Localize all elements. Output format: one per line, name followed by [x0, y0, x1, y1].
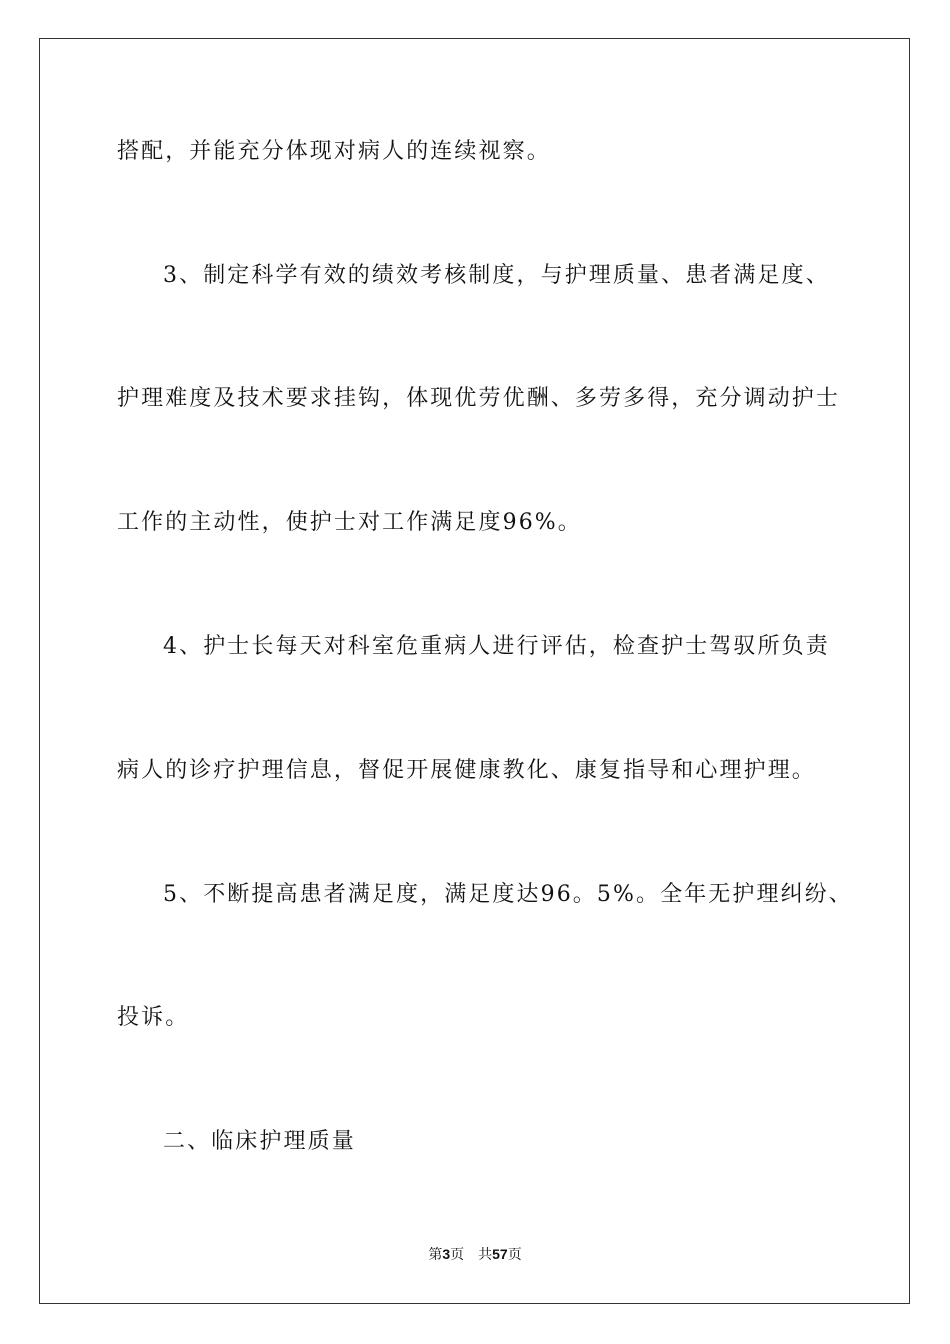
footer-page-prefix: 第	[428, 1247, 443, 1263]
page-footer	[0, 1244, 950, 1265]
page-frame	[39, 38, 910, 1304]
paragraph-line-6: 病人的诊疗护理信息，督促开展健康教化、康复指导和心理护理。	[117, 758, 816, 783]
section-heading: 二、临床护理质量	[163, 1129, 356, 1154]
footer-total-suffix: 页	[507, 1247, 522, 1263]
paragraph-line-5: 4、护士长每天对科室危重病人进行评估，检查护士驾驭所负责	[163, 634, 830, 659]
paragraph-line-7: 5、不断提高患者满足度，满足度达96。5%。全年无护理纠纷、	[163, 882, 853, 907]
footer-total-pages: 57	[492, 1246, 508, 1262]
paragraph-line-1: 搭配，并能充分体现对病人的连续视察。	[117, 139, 551, 164]
paragraph-line-3: 护理难度及技术要求挂钩，体现优劳优酬、多劳多得，充分调动护士	[117, 386, 841, 411]
paragraph-line-2: 3、制定科学有效的绩效考核制度，与护理质量、患者满足度、	[163, 263, 830, 288]
footer-page-suffix: 页	[450, 1247, 465, 1263]
footer-page-number: 3	[442, 1246, 451, 1262]
paragraph-line-8: 投诉。	[117, 1005, 190, 1030]
paragraph-line-4: 工作的主动性，使护士对工作满足度96%。	[117, 510, 582, 535]
footer-total-prefix: 共	[478, 1247, 493, 1263]
